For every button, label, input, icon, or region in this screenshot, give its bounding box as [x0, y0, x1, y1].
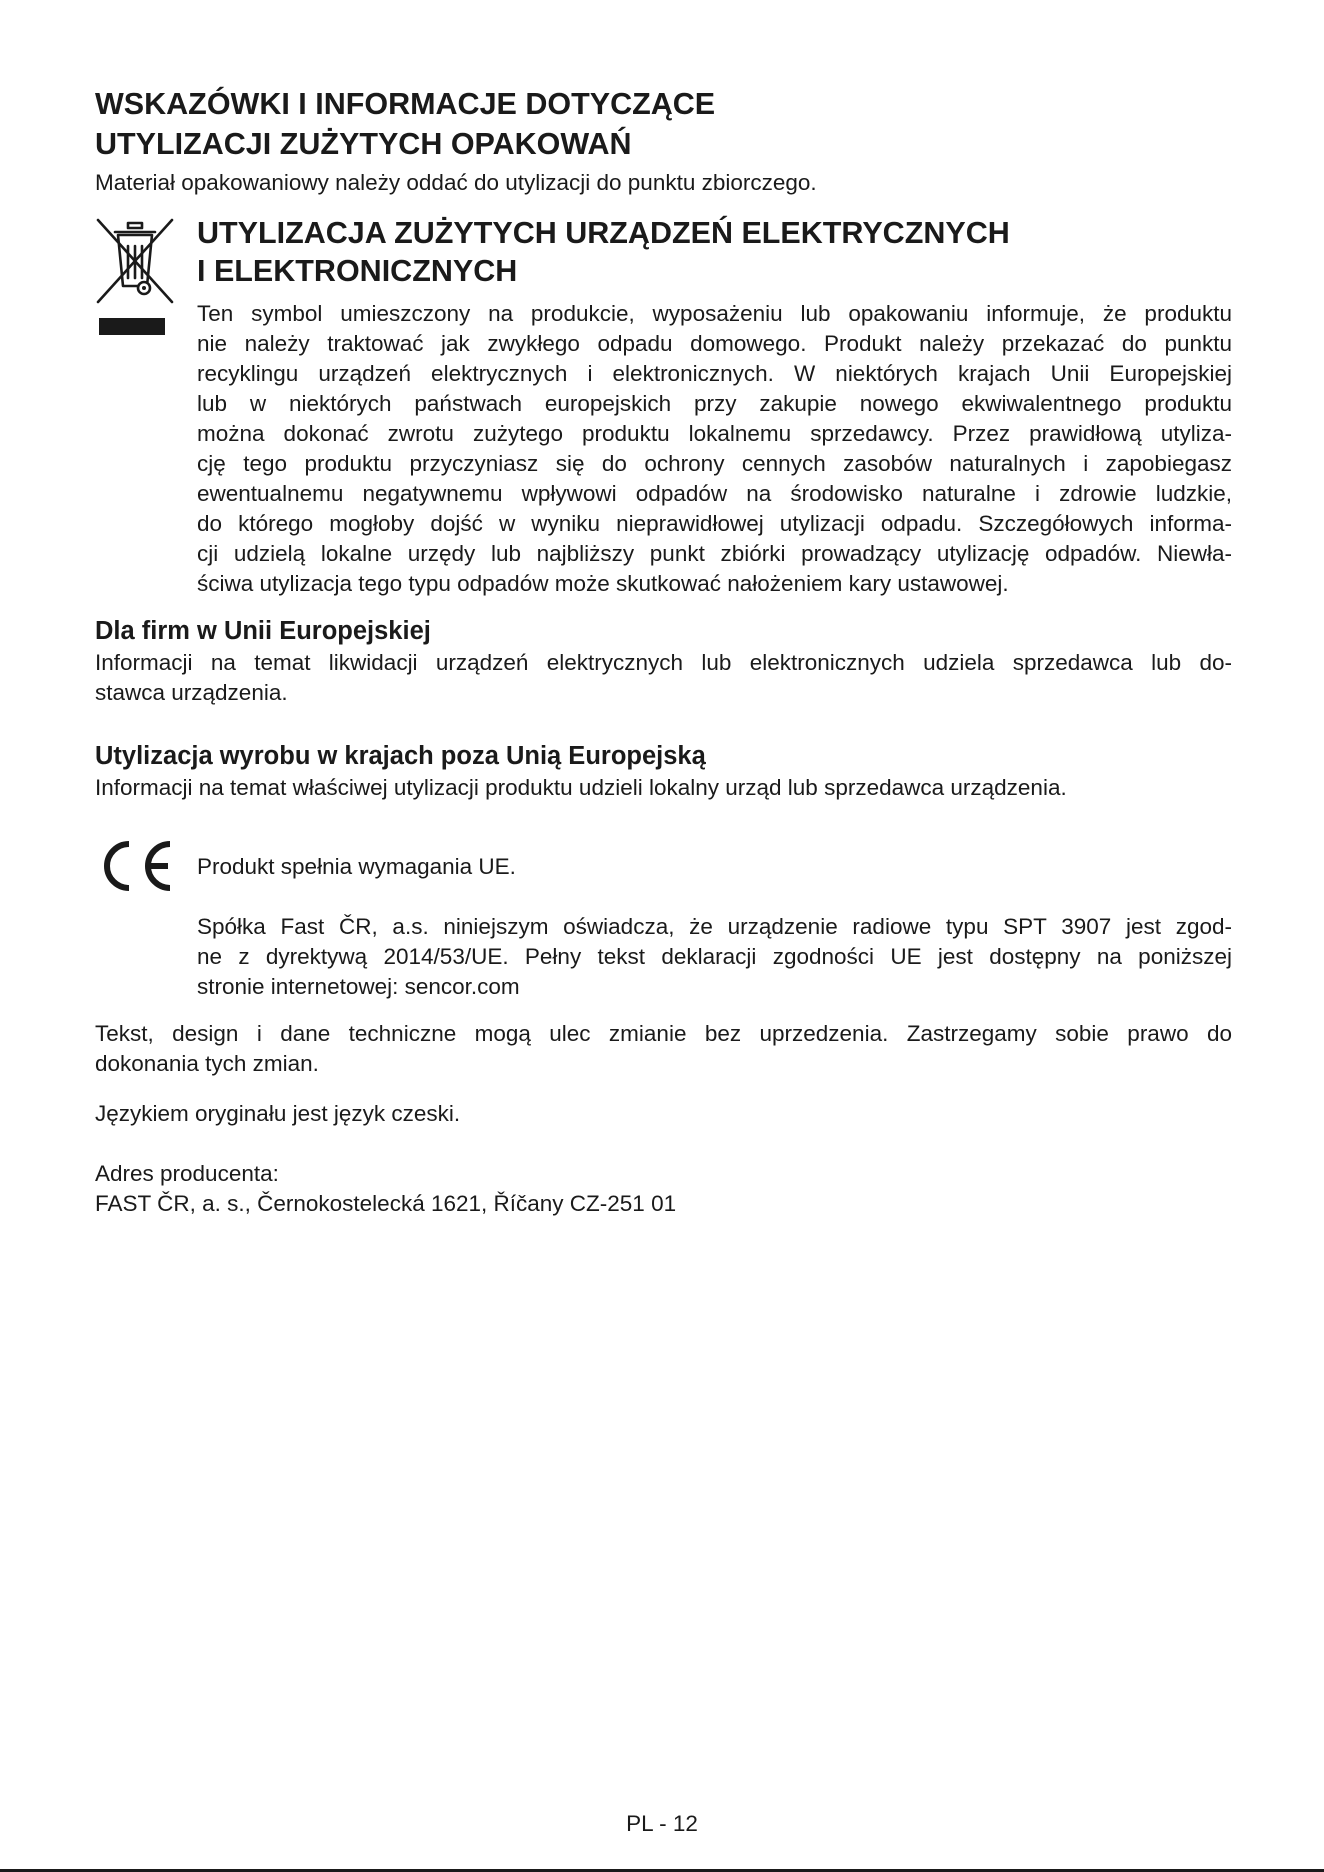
language-line: Językiem oryginału jest język czeski.: [95, 1101, 461, 1126]
non-eu-line: Informacji na temat właściwej utylizacji produktu udzieli lokalny urząd lub sprzedawca urządzenia.: [95, 775, 1067, 800]
weee-marking-bar: [99, 318, 165, 335]
weee-line: Ten symbol umieszczony na produkcie, wyposażeniu lub opakowaniu informuje, że produktu: [197, 301, 1232, 326]
weee-line: nie należy traktować jak zwykłego odpadu domowego. Produkt należy przekazać do punktu: [197, 331, 1232, 356]
language-paragraph: [95, 1099, 1232, 1129]
weee-line: cji udzielą lokalne urzędy lub najbliższy punkt zbiórki prowadzący utylizację odpadów. Niewła-: [197, 541, 1232, 566]
weee-paragraph: [197, 299, 1232, 599]
weee-line: do którego mogłoby dojść w wyniku nieprawidłowej utylizacji odpadu. Szczegółowych informa-: [197, 511, 1232, 536]
weee-line: cję tego produktu przyczyniasz się do ochrony cennych zasobów naturalnych i zapobiegasz: [197, 451, 1232, 476]
declaration-line: stronie internetowej: sencor.com: [197, 974, 520, 999]
weee-line: recyklingu urządzeń elektrycznych i elektronicznych. W niektórych krajach Unii Europejskiej: [197, 361, 1232, 386]
weee-line: ściwa utylizacja tego typu odpadów może skutkować nałożeniem kary ustawowej.: [197, 571, 1009, 596]
page-number: PL - 12: [626, 1811, 698, 1836]
ce-mark-icon: [96, 838, 176, 894]
weee-title: [197, 214, 1010, 290]
eu-firms-line: Informacji na temat likwidacji urządzeń elektrycznych lub elektronicznych udziela sprzedawca lub do-: [95, 650, 1232, 675]
notice-paragraph: [95, 1019, 1232, 1079]
declaration-line: Spółka Fast ČR, a.s. niniejszym oświadcza, że urządzenie radiowe typu SPT 3907 jest zgod-: [197, 914, 1232, 939]
weee-line: można dokonać zwrotu zużytego produktu lokalnemu sprzedawcy. Przez prawidłową utyliza-: [197, 421, 1232, 446]
notice-line: Tekst, design i dane techniczne mogą ulec zmianie bez uprzedzenia. Zastrzegamy sobie prawo do: [95, 1021, 1232, 1046]
declaration-line: ne z dyrektywą 2014/53/UE. Pełny tekst deklaracji zgodności UE jest dostępny na poniższej: [197, 944, 1232, 969]
crossed-out-wheelie-bin-icon: [95, 218, 175, 304]
eu-firms-paragraph: [95, 648, 1232, 708]
producer-address: FAST ČR, a. s., Černokostelecká 1621, Říčany CZ-251 01: [95, 1191, 677, 1216]
packaging-title-line: WSKAZÓWKI I INFORMACJE DOTYCZĄCE: [95, 87, 716, 121]
eu-firms-line: stawca urządzenia.: [95, 680, 288, 705]
packaging-title-line: UTYLIZACJI ZUŻYTYCH OPAKOWAŃ: [95, 127, 632, 161]
eu-firms-title: Dla firm w Unii Europejskiej: [95, 617, 431, 645]
notice-line: dokonania tych zmian.: [95, 1051, 319, 1076]
weee-line: lub w niektórych państwach europejskich przy zakupie nowego ekwiwalentnego produktu: [197, 391, 1232, 416]
ce-compliance-text: Produkt spełnia wymagania UE.: [197, 854, 516, 879]
non-eu-title: Utylizacja wyrobu w krajach poza Unią Europejską: [95, 742, 706, 770]
producer-paragraph: [95, 1159, 1232, 1219]
declaration-paragraph: [197, 912, 1232, 1002]
packaging-title: [95, 84, 715, 164]
producer-label: Adres producenta:: [95, 1161, 279, 1186]
weee-line: ewentualnemu negatywnemu wpływowi odpadów na środowisko naturalne i zdrowie ludzkie,: [197, 481, 1232, 506]
weee-title-line: UTYLIZACJA ZUŻYTYCH URZĄDZEŃ ELEKTRYCZNYCH: [197, 216, 1010, 250]
weee-title-line: I ELEKTRONICZNYCH: [197, 254, 518, 288]
non-eu-paragraph: [95, 773, 1232, 803]
packaging-text: Materiał opakowaniowy należy oddać do utylizacji do punktu zbiorczego.: [95, 170, 817, 195]
